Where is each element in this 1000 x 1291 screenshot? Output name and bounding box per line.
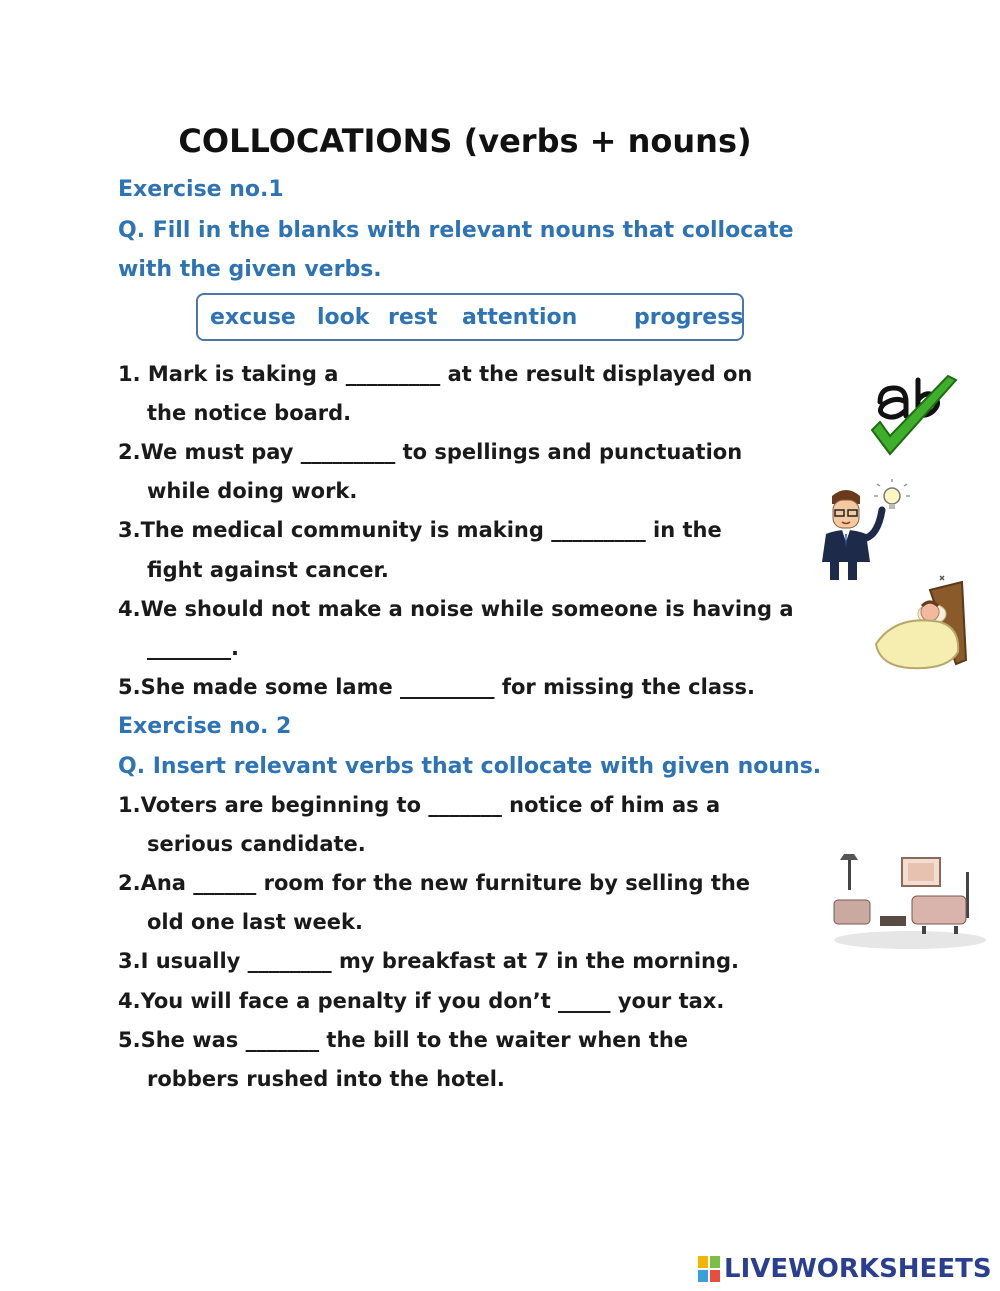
teacher-idea-icon <box>812 478 916 584</box>
sleeping-in-bed-icon <box>870 570 972 682</box>
word-bank-item: rest <box>388 305 438 330</box>
word-bank-item: excuse <box>210 305 296 330</box>
footer-brand <box>698 1252 992 1286</box>
exercise2-item-3: 3.I usually ________ my breakfast at 7 in the morning. <box>118 949 740 973</box>
exercise1-question-line1: Q. Fill in the blanks with relevant nouns that collocate <box>118 218 794 243</box>
liveworksheets-logo-icon <box>698 1256 720 1282</box>
exercise2-item-1: 1.Voters are beginning to _______ notice of him as a <box>118 793 721 817</box>
exercise1-item-2: 2.We must pay _________ to spellings and punctuation <box>118 440 743 464</box>
word-bank-item: look <box>317 305 370 330</box>
exercise2-item-4: 4.You will face a penalty if you don’t _____ your tax. <box>118 989 725 1013</box>
word-bank <box>196 293 744 341</box>
page-title: COLLOCATIONS (verbs + nouns) <box>178 122 752 160</box>
footer-brand-text: LIVEWORKSHEETS <box>724 1254 992 1284</box>
checkmark-icon <box>866 372 962 468</box>
exercise1-item-1-cont: the notice board. <box>147 401 352 425</box>
exercise2-heading: Exercise no. 2 <box>118 714 292 739</box>
exercise1-item-1: 1. Mark is taking a _________ at the result displayed on <box>118 362 753 386</box>
exercise2-item-1-cont: serious candidate. <box>147 832 366 856</box>
exercise2-item-5-cont: robbers rushed into the hotel. <box>147 1067 505 1091</box>
exercise1-heading: Exercise no.1 <box>118 177 284 202</box>
exercise2-item-2-cont: old one last week. <box>147 910 363 934</box>
living-room-furniture-icon <box>830 852 990 950</box>
exercise1-item-3: 3.The medical community is making _________ in the <box>118 518 722 542</box>
exercise2-question: Q. Insert relevant verbs that collocate with given nouns. <box>118 754 822 779</box>
exercise2-item-2: 2.Ana ______ room for the new furniture by selling the <box>118 871 751 895</box>
exercise1-question-line2: with the given verbs. <box>118 257 382 282</box>
word-bank-item: progress <box>634 305 744 330</box>
exercise1-item-4: 4.We should not make a noise while someone is having a <box>118 597 794 621</box>
word-bank-item: attention <box>462 305 578 330</box>
exercise1-item-3-cont: fight against cancer. <box>147 558 389 582</box>
exercise1-item-5: 5.She made some lame _________ for missing the class. <box>118 675 755 699</box>
exercise2-item-5: 5.She was _______ the bill to the waiter when the <box>118 1028 689 1052</box>
exercise1-item-2-cont: while doing work. <box>147 479 358 503</box>
exercise1-item-4-cont: ________. <box>147 636 239 660</box>
